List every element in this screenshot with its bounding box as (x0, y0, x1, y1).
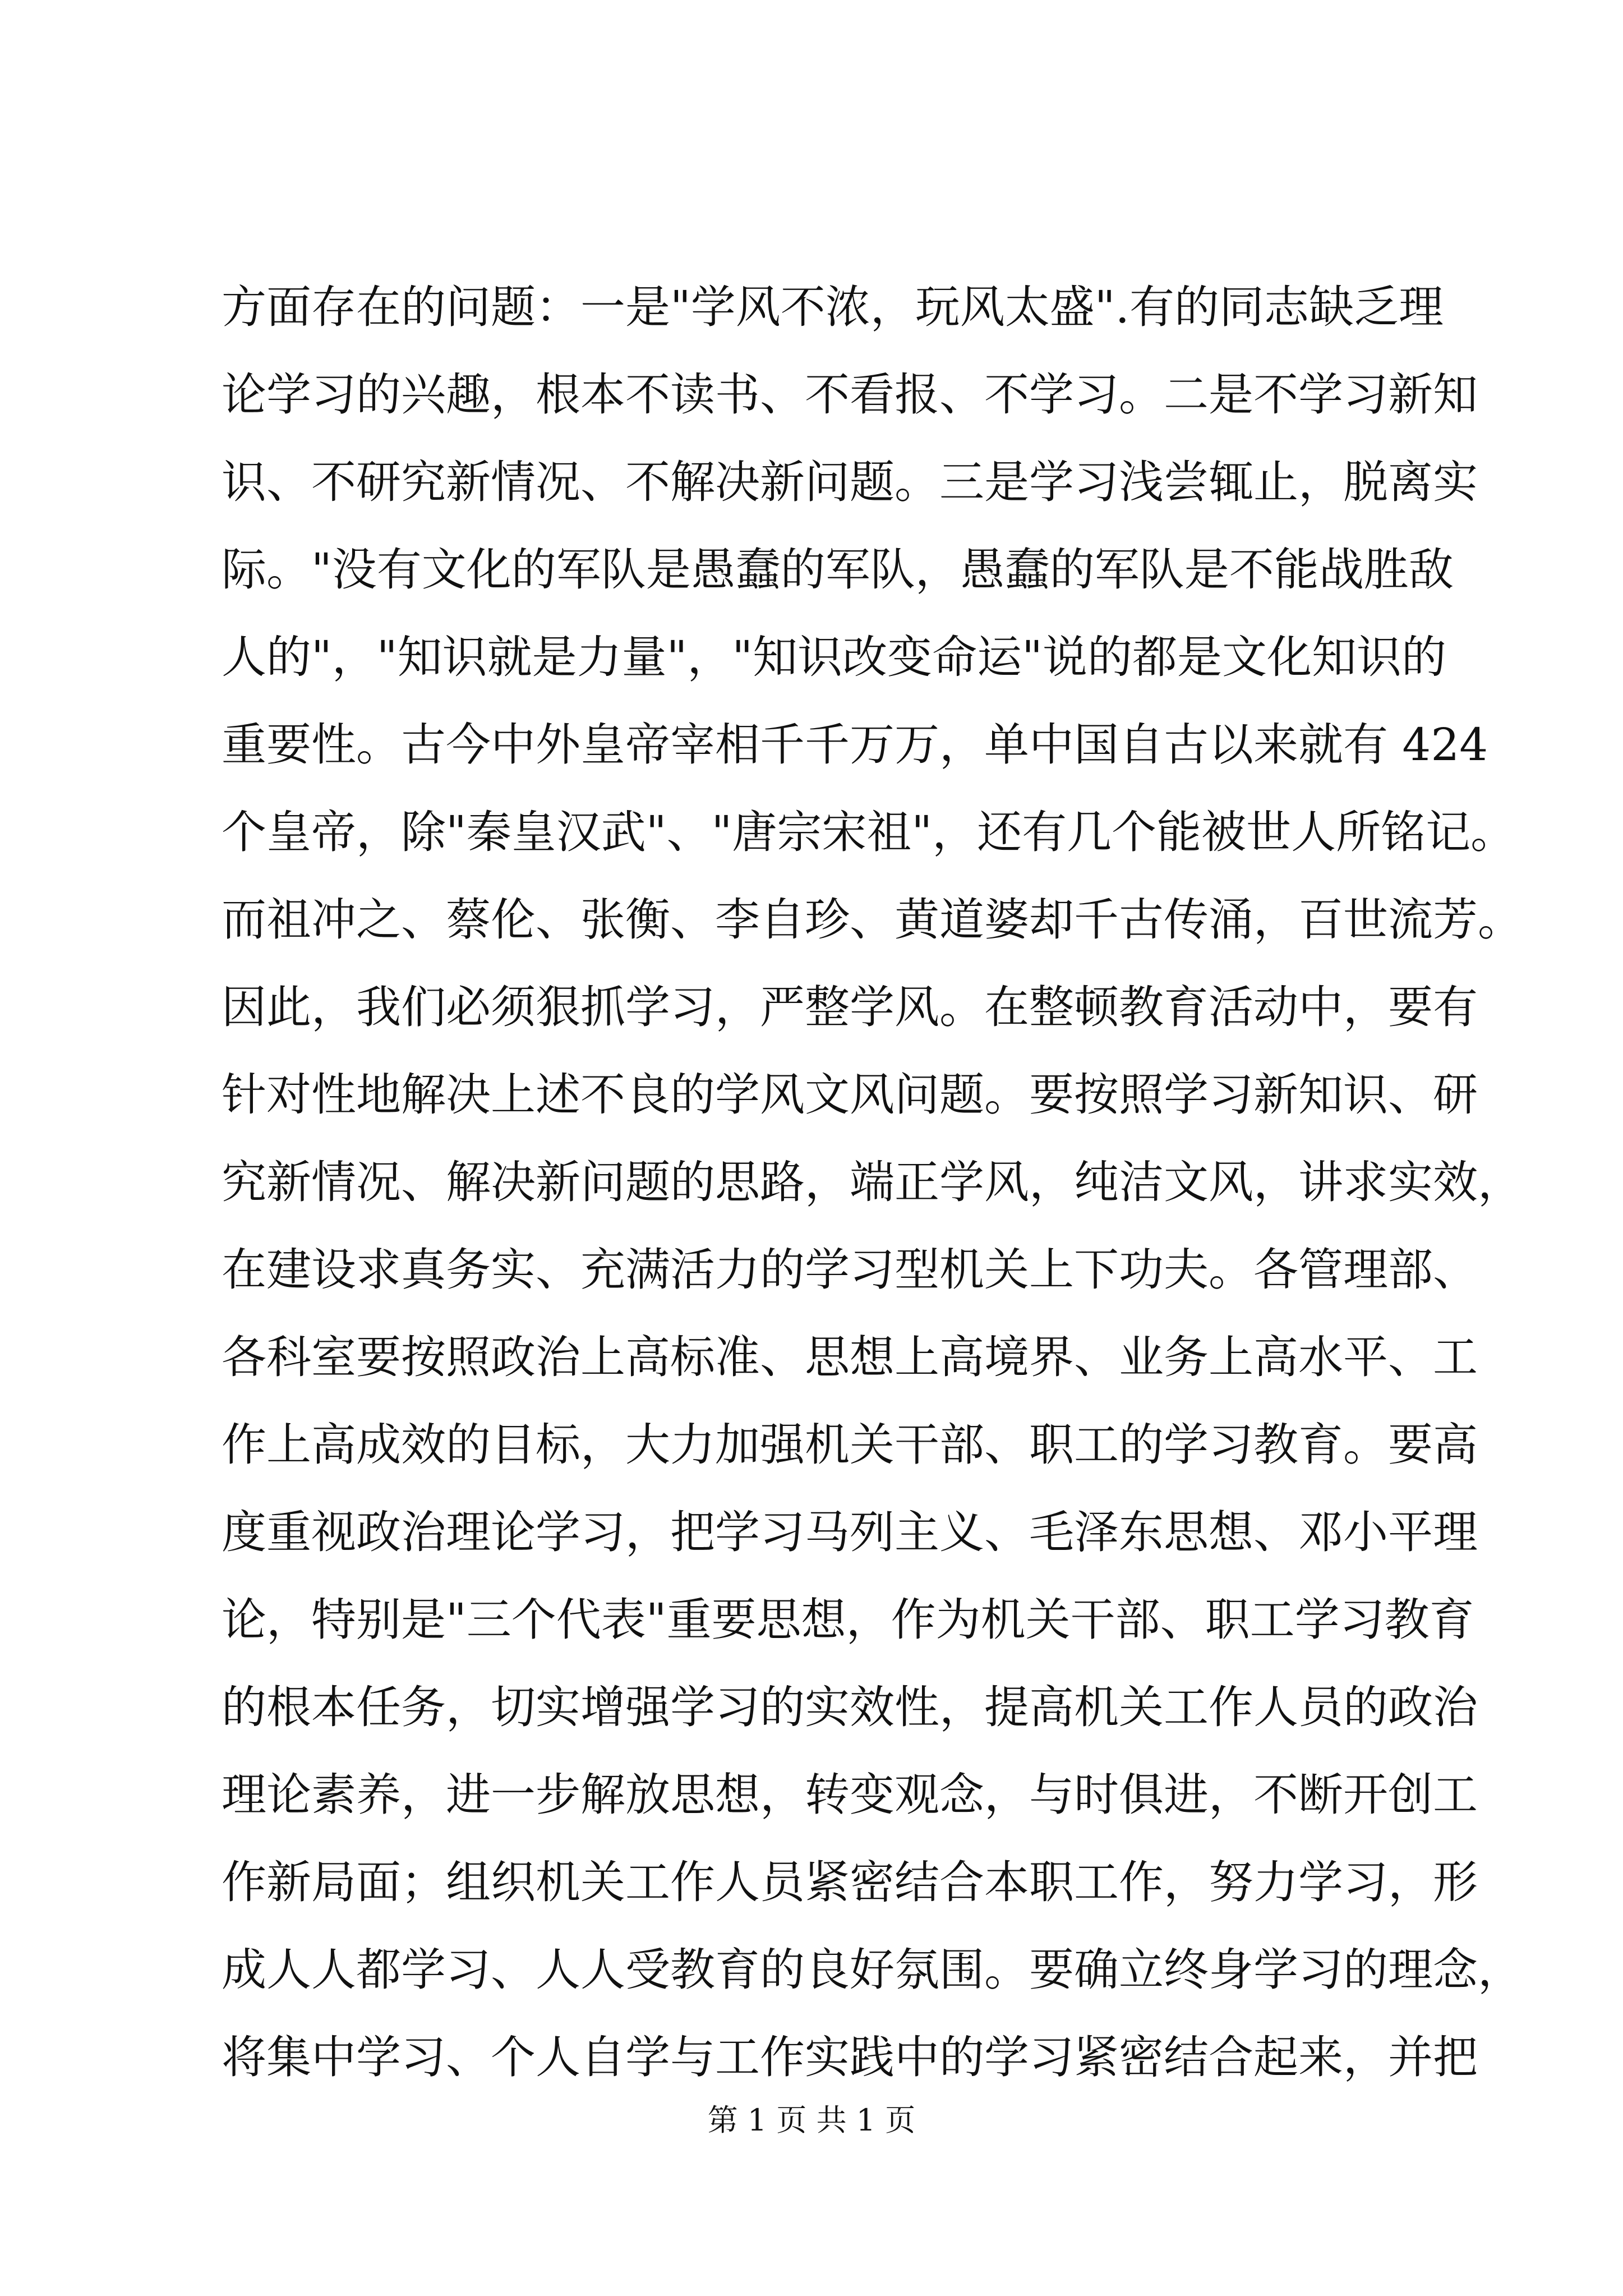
page-footer: 第 1 页 共 1 页 (707, 2102, 916, 2138)
text-line: 在建设求真务实、充满活力的学习型机关上下功夫。各管理部、 (222, 1244, 1478, 1296)
text-line: 作新局面；组织机关工作人员紧密结合本职工作，努力学习，形 (222, 1856, 1478, 1908)
text-line: 际。"没有文化的军队是愚蠢的军队，愚蠢的军队是不能战胜敌 (222, 544, 1454, 596)
text-line: 重要性。古今中外皇帝宰相千千万万，单中国自古以来就有 424 (222, 719, 1488, 771)
text-line: 成人人都学习、人人受教育的良好氛围。要确立终身学习的理念， (222, 1944, 1523, 1996)
text-line: 各科室要按照政治上高标准、思想上高境界、业务上高水平、工 (222, 1331, 1478, 1383)
text-line: 论，特别是"三个代表"重要思想，作为机关干部、职工学习教育 (222, 1594, 1474, 1646)
body-text (222, 264, 1523, 2101)
text-line: 的根本任务，切实增强学习的实效性，提高机关工作人员的政治 (222, 1681, 1478, 1733)
text-line: 方面存在的问题：一是"学风不浓，玩风太盛".有的同志缺乏理 (222, 281, 1444, 333)
text-line: 而祖冲之、蔡伦、张衡、李自珍、黄道婆却千古传涌，百世流芳。 (222, 894, 1523, 946)
text-line: 因此，我们必须狠抓学习，严整学风。在整顿教育活动中，要有 (222, 981, 1478, 1033)
text-line: 究新情况、解决新问题的思路，端正学风，纯洁文风，讲求实效， (222, 1156, 1523, 1208)
text-line: 将集中学习、个人自学与工作实践中的学习紧密结合起来，并把 (222, 2031, 1478, 2083)
text-line: 人的"，"知识就是力量"，"知识改变命运"说的都是文化知识的 (222, 631, 1446, 683)
text-line: 理论素养，进一步解放思想，转变观念，与时俱进，不断开创工 (222, 1769, 1478, 1821)
text-line: 针对性地解决上述不良的学风文风问题。要按照学习新知识、研 (222, 1069, 1478, 1121)
text-line: 作上高成效的目标，大力加强机关干部、职工的学习教育。要高 (222, 1419, 1478, 1471)
text-line: 论学习的兴趣，根本不读书、不看报、不学习。二是不学习新知 (222, 369, 1478, 421)
text-line: 个皇帝，除"秦皇汉武"、"唐宗宋祖"，还有几个能被世人所铭记。 (222, 806, 1516, 858)
text-line: 识、不研究新情况、不解决新问题。三是学习浅尝辄止，脱离实 (222, 456, 1478, 508)
text-line: 度重视政治理论学习，把学习马列主义、毛泽东思想、邓小平理 (222, 1506, 1478, 1558)
